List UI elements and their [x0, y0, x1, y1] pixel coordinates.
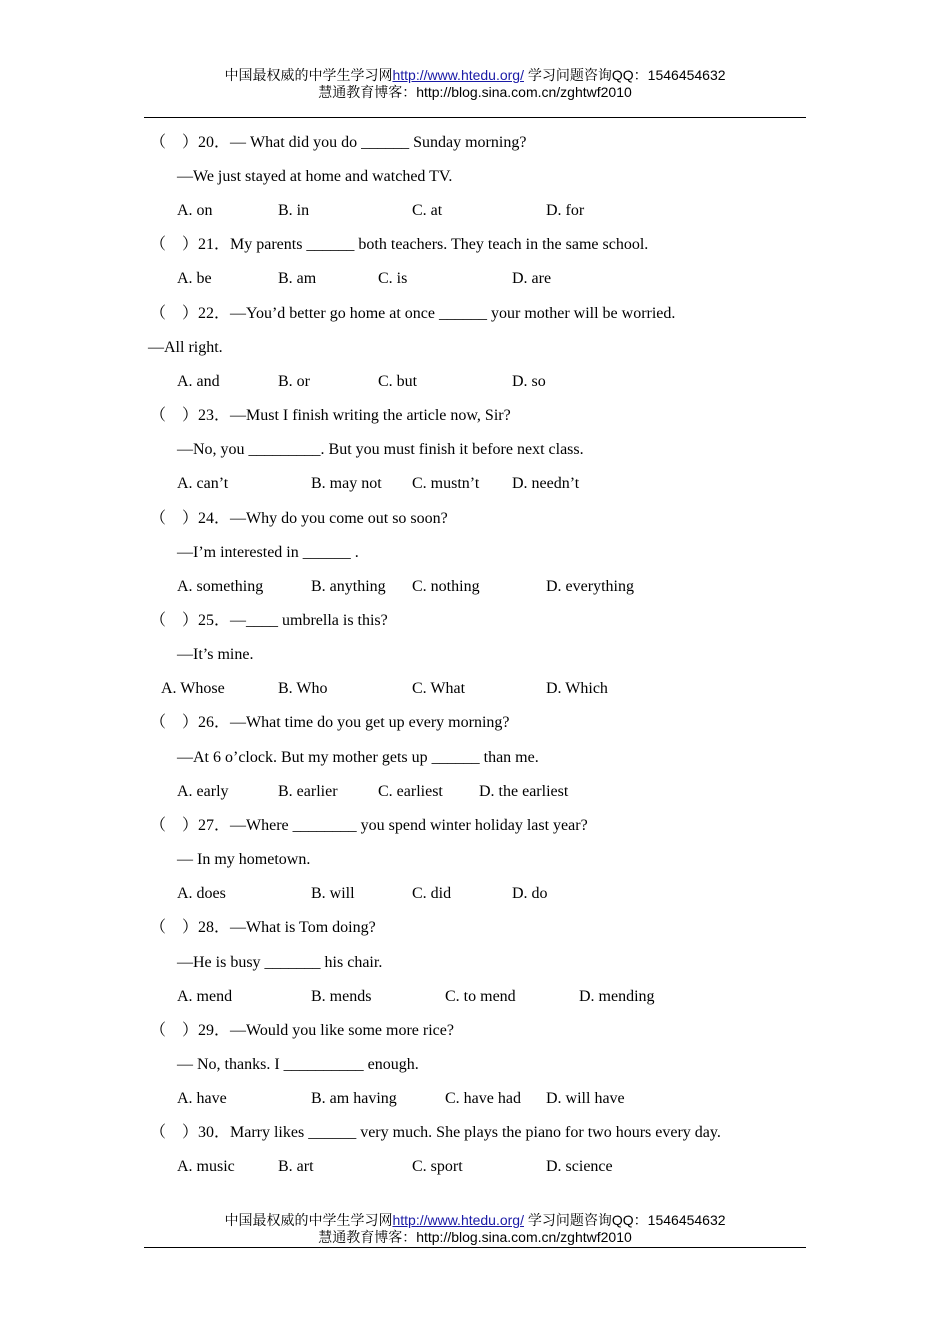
- q27-reply: — In my hometown.: [177, 851, 311, 868]
- footer-suffix: 学习问题咨询QQ：1546454632: [527, 1212, 726, 1228]
- footer-rule: [144, 1247, 806, 1248]
- footer-prefix: 中国最权威的中学生学习网: [224, 1212, 393, 1228]
- q22-option-b: B. or: [278, 373, 310, 390]
- q28-option-a: A. mend: [177, 988, 233, 1005]
- header-suffix: 学习问题咨询QQ：1546454632: [527, 67, 726, 83]
- header-blog: 慧通教育博客：http://blog.sina.com.cn/zghtwf2010: [318, 84, 632, 100]
- q25-option-d: D. Which: [546, 680, 608, 697]
- q24-stem: （ ）24．—Why do you come out so soon?: [150, 510, 448, 527]
- q29-reply: — No, thanks. I __________ enough.: [177, 1056, 419, 1073]
- q20-option-b: B. in: [278, 202, 310, 219]
- q29-option-d: D. will have: [546, 1090, 625, 1107]
- q29-stem: （ ）29．—Would you like some more rice?: [150, 1022, 454, 1039]
- q26-reply: —At 6 o’clock. But my mother gets up ______ than me.: [177, 749, 539, 766]
- q23-option-a: A. can’t: [177, 475, 229, 492]
- q21-option-a: A. be: [177, 270, 212, 287]
- q27-option-d: D. do: [512, 885, 548, 902]
- q23-option-d: D. needn’t: [512, 475, 580, 492]
- q25-option-a: A. Whose: [161, 680, 225, 697]
- q22-stem: （ ）22．—You’d better go home at once ______ your mother will be worried.: [150, 305, 676, 322]
- q22-option-c: C. but: [378, 373, 418, 390]
- q27-option-c: C. did: [412, 885, 452, 902]
- q26-stem: （ ）26．—What time do you get up every morning?: [150, 714, 510, 731]
- q20-option-c: C. at: [412, 202, 443, 219]
- page-footer: [0, 1212, 950, 1246]
- q24-option-a: A. something: [177, 578, 264, 595]
- q21-option-b: B. am: [278, 270, 317, 287]
- q22-option-a: A. and: [177, 373, 220, 390]
- header-line-1: [0, 67, 950, 84]
- footer-blog: 慧通教育博客：http://blog.sina.com.cn/zghtwf2010: [318, 1229, 632, 1245]
- q25-stem: （ ）25．—____ umbrella is this?: [150, 612, 388, 629]
- q24-option-d: D. everything: [546, 578, 634, 595]
- q28-option-c: C. to mend: [445, 988, 516, 1005]
- q22-option-d: D. so: [512, 373, 546, 390]
- q27-option-b: B. will: [311, 885, 355, 902]
- q26-option-d: D. the earliest: [479, 783, 569, 800]
- q25-option-b: B. Who: [278, 680, 328, 697]
- q29-option-a: A. have: [177, 1090, 227, 1107]
- q26-option-c: C. earliest: [378, 783, 443, 800]
- q30-option-d: D. science: [546, 1158, 613, 1175]
- header-site-link[interactable]: http://www.htedu.org/: [392, 67, 524, 83]
- q22-reply: —All right.: [148, 339, 223, 356]
- footer-line-1: [0, 1212, 950, 1229]
- header-rule: [144, 117, 806, 118]
- q29-option-c: C. have had: [445, 1090, 521, 1107]
- q27-stem: （ ）27．—Where ________ you spend winter holiday last year?: [150, 817, 588, 834]
- q21-stem: （ ）21．My parents ______ both teachers. They teach in the same school.: [150, 236, 649, 253]
- q24-option-c: C. nothing: [412, 578, 480, 595]
- q28-reply: —He is busy _______ his chair.: [177, 954, 383, 971]
- q20-option-d: D. for: [546, 202, 585, 219]
- q26-option-a: A. early: [177, 783, 229, 800]
- q21-option-d: D. are: [512, 270, 552, 287]
- q24-option-b: B. anything: [311, 578, 386, 595]
- q25-reply: —It’s mine.: [177, 646, 254, 663]
- q21-option-c: C. is: [378, 270, 408, 287]
- q26-option-b: B. earlier: [278, 783, 338, 800]
- q29-option-b: B. am having: [311, 1090, 397, 1107]
- q28-option-b: B. mends: [311, 988, 372, 1005]
- footer-site-link[interactable]: http://www.htedu.org/: [392, 1212, 524, 1228]
- q24-reply: —I’m interested in ______ .: [177, 544, 359, 561]
- q23-option-c: C. mustn’t: [412, 475, 480, 492]
- q30-option-c: C. sport: [412, 1158, 463, 1175]
- q20-option-a: A. on: [177, 202, 213, 219]
- q30-option-a: A. music: [177, 1158, 235, 1175]
- q27-option-a: A. does: [177, 885, 226, 902]
- page-header: [0, 67, 950, 101]
- q23-reply: —No, you _________. But you must finish it before next class.: [177, 441, 584, 458]
- q20-stem: （ ）20．— What did you do ______ Sunday morning?: [150, 134, 527, 151]
- q30-option-b: B. art: [278, 1158, 314, 1175]
- q23-option-b: B. may not: [311, 475, 382, 492]
- q30-stem: （ ）30．Marry likes ______ very much. She plays the piano for two hours every day.: [150, 1124, 721, 1141]
- q25-option-c: C. What: [412, 680, 466, 697]
- q28-stem: （ ）28．—What is Tom doing?: [150, 919, 376, 936]
- q20-reply: —We just stayed at home and watched TV.: [177, 168, 453, 185]
- q23-stem: （ ）23．—Must I finish writing the article now, Sir?: [150, 407, 511, 424]
- header-prefix: 中国最权威的中学生学习网: [224, 67, 393, 83]
- q28-option-d: D. mending: [579, 988, 655, 1005]
